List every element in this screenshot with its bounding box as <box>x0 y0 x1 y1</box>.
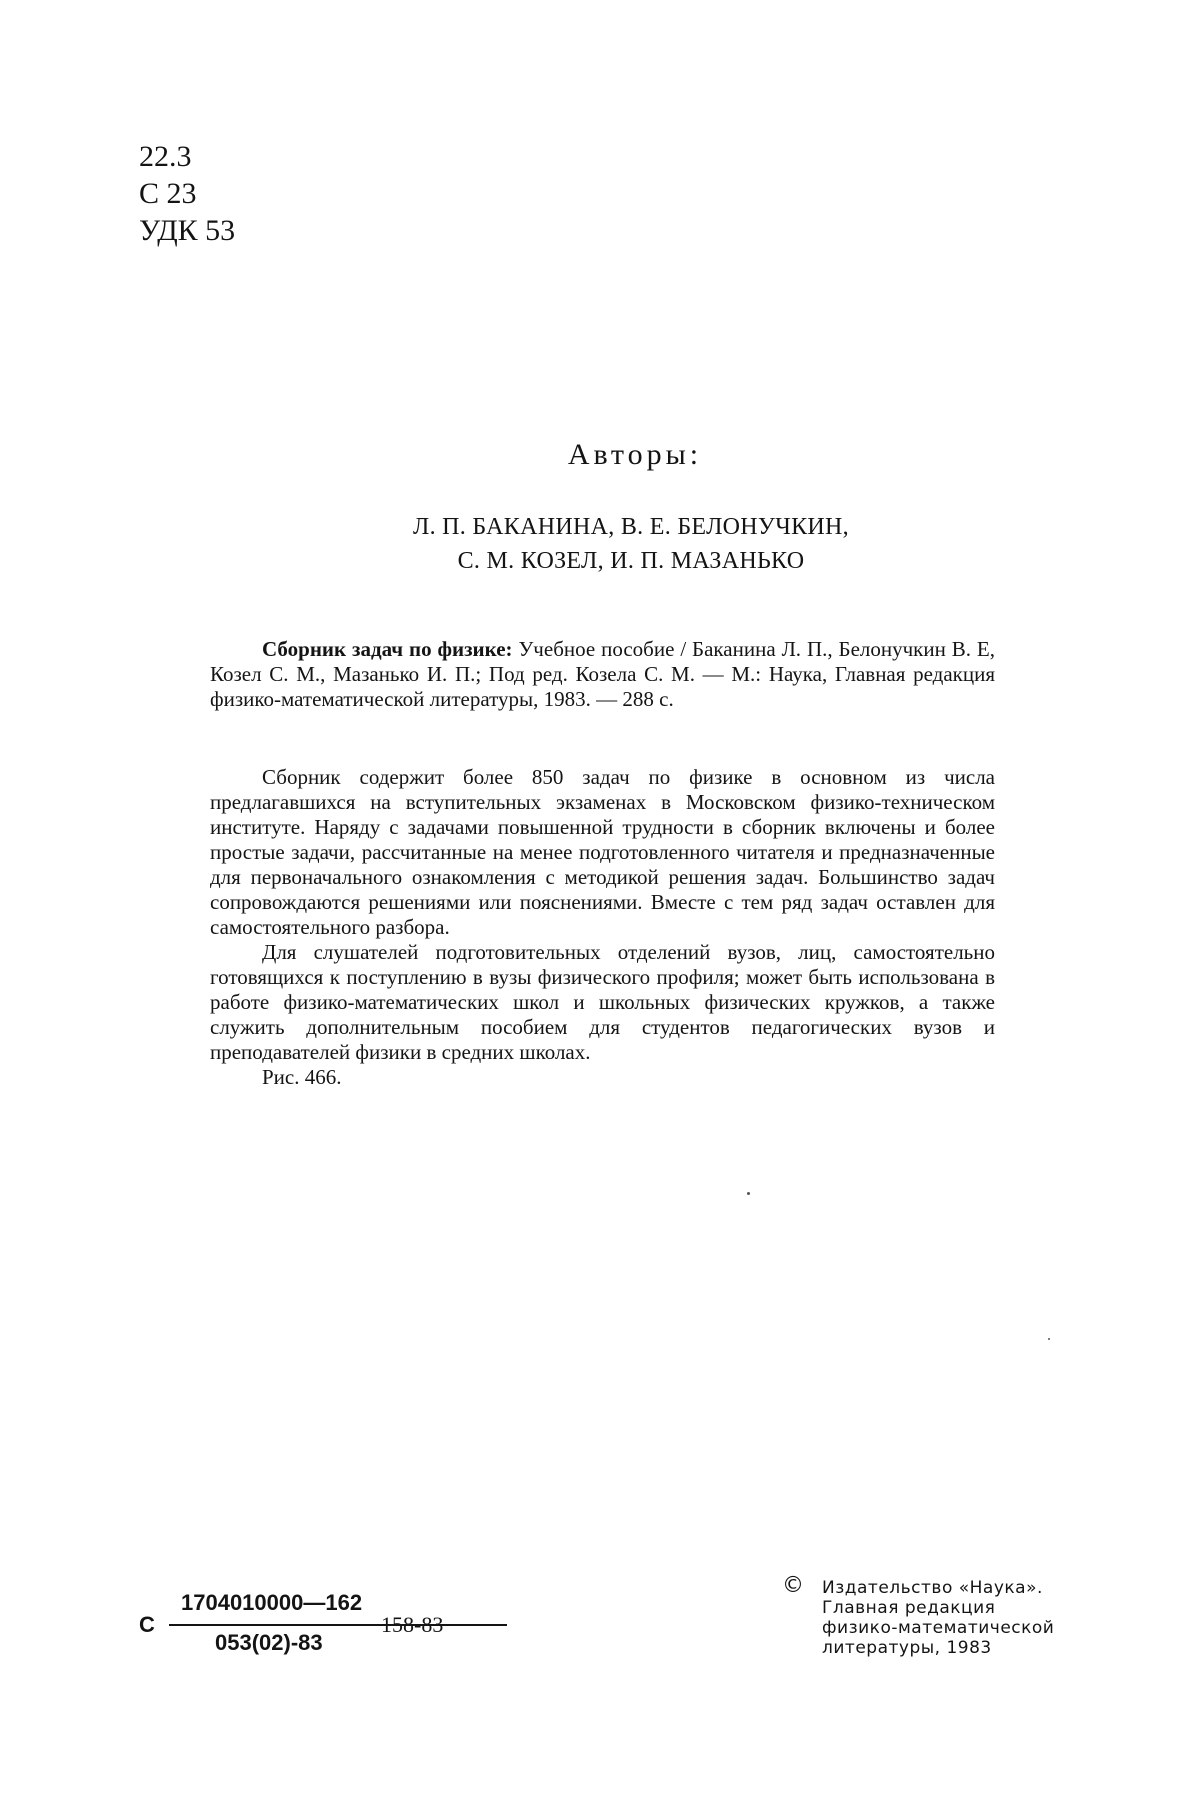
annotation-paragraph: Сборник содержит более 850 задач по физике в основном из числа предлагавшихся на вступительных экзаменах в Московском физико-техническом институте. Наряду с задачами повышенной трудности в сборник включены и более простые задачи, рассчитанные на менее подготовленного читателя и предназначенные для первоначального ознакомления с методикой решения задач. Большинство задач сопровождаются решениями или пояснениями. Вместе с тем ряд задач оставлен для самостоятельного разбора. <box>210 765 995 939</box>
publication-index <box>139 1590 479 1670</box>
scan-speck <box>747 1192 750 1195</box>
scan-speck <box>1048 1338 1050 1340</box>
udc-code: УДК 53 <box>139 214 236 247</box>
publisher-line-4: литературы, 1983 <box>822 1638 992 1658</box>
publisher-lines <box>822 1578 1054 1658</box>
classification-codes <box>139 138 235 249</box>
fraction-line <box>169 1624 507 1626</box>
author-sign: С 23 <box>139 177 197 210</box>
bbk-code: 22.3 <box>139 140 192 173</box>
annotation-paragraph: Для слушателей подготовительных отделений вузов, лиц, самостоятельно готовящихся к поступлению в вузы физического профиля; может быть использована в работе физико-математических школ и школьных физических кружков, а также служить дополнительным пособием для студентов педагогических вузов и преподавателей физики в средних школах. <box>210 940 995 1064</box>
biblio-text: Учебное пособие / Баканина Л. П., Белонучкин В. Е, Козел С. М., Мазанько И. П.; Под ред. Козела С. М. — М.: Наука, Главная редакция физико-математической литературы, 1983. — 288 с. <box>210 637 995 711</box>
bibliographic-description <box>210 637 995 712</box>
authors-names <box>0 510 1200 578</box>
publisher-line-1: Издательство «Наука». <box>822 1578 1043 1598</box>
book-title: Сборник задач по физике: <box>262 637 513 661</box>
publisher-line-2: Главная редакция <box>822 1598 996 1618</box>
authors-line-2: С. М. КОЗЕЛ, И. П. МАЗАНЬКО <box>457 548 805 574</box>
annotation <box>210 765 995 1090</box>
index-denominator: 053(02)-83 <box>215 1630 323 1655</box>
index-numerator: 1704010000—162 <box>181 1590 363 1615</box>
authors-line-1: Л. П. БАКАНИНА, В. Е. БЕЛОНУЧКИН, <box>413 514 849 540</box>
authors-heading: Авторы: <box>567 438 703 471</box>
figure-count: Рис. 466. <box>262 1065 342 1089</box>
index-letter: С <box>139 1612 155 1637</box>
copyright-icon: © <box>782 1573 804 1598</box>
index-trailing: 158-83 <box>381 1612 444 1637</box>
publisher-line-3: физико-математической <box>822 1618 1055 1638</box>
